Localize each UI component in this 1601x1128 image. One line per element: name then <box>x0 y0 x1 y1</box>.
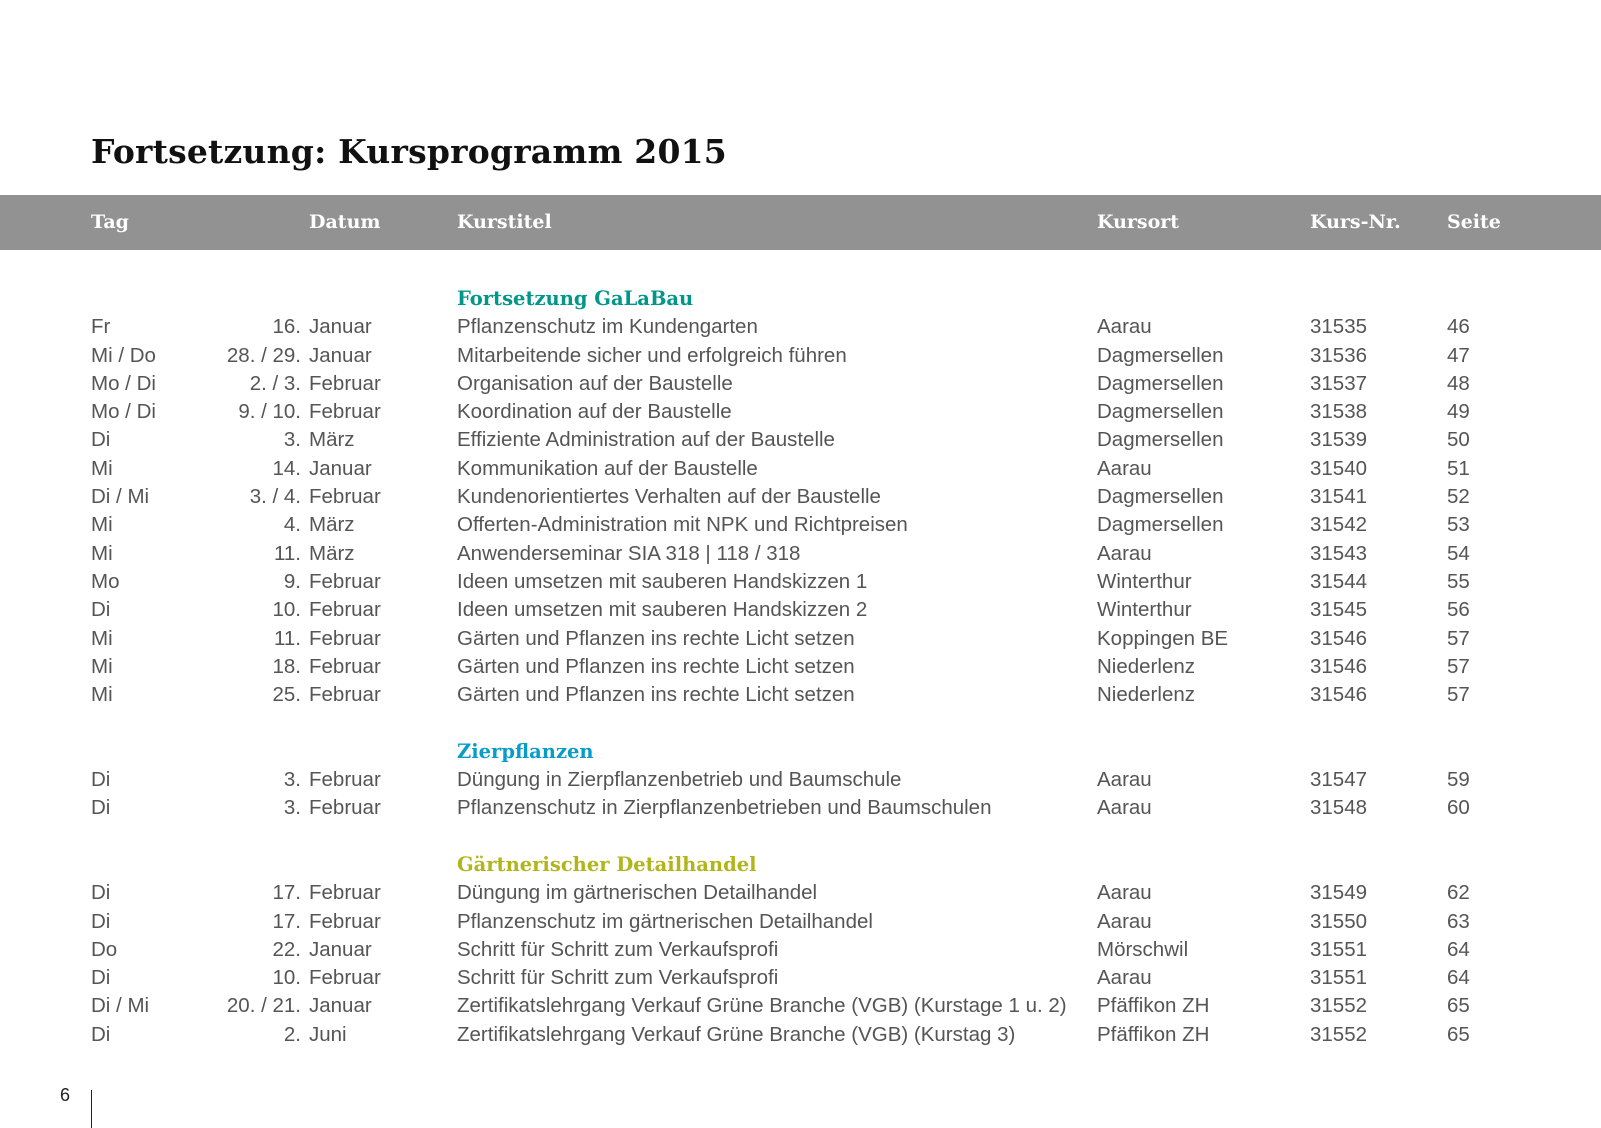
cell-tag: Di <box>91 796 111 820</box>
cell-date-month: Januar <box>309 343 372 367</box>
table-row <box>0 766 1601 794</box>
cell-kursnr: 31541 <box>1310 485 1368 509</box>
cell-kursort: Pfäffikon ZH <box>1097 994 1210 1018</box>
cell-kursnr: 31540 <box>1310 456 1368 480</box>
cell-kursort: Dagmersellen <box>1097 513 1224 537</box>
cell-seite: 65 <box>1447 994 1470 1018</box>
cell-tag: Di <box>91 881 111 905</box>
cell-kurstitel: Schritt für Schritt zum Verkaufsprofi <box>457 937 779 961</box>
cell-kursort: Aarau <box>1097 315 1152 339</box>
cell-date-day: 3. / 4. <box>249 485 301 509</box>
table-row <box>0 625 1601 653</box>
cell-date-day: 25. <box>272 683 301 707</box>
cell-kurstitel: Zertifikatslehrgang Verkauf Grüne Branche (VGB) (Kurstag 3) <box>457 1022 1016 1046</box>
cell-seite: 63 <box>1447 909 1470 933</box>
cell-date-month: Februar <box>309 881 381 905</box>
cell-kursnr: 31547 <box>1310 768 1368 792</box>
column-header-kurstitel: Kurstitel <box>457 211 552 233</box>
cell-tag: Di <box>91 1022 111 1046</box>
cell-date-day: 17. <box>272 909 301 933</box>
cell-kursnr: 31550 <box>1310 909 1368 933</box>
cell-kursnr: 31535 <box>1310 315 1368 339</box>
cell-seite: 47 <box>1447 343 1470 367</box>
cell-kurstitel: Gärten und Pflanzen ins rechte Licht setzen <box>457 626 855 650</box>
cell-kurstitel: Anwenderseminar SIA 318 | 118 / 318 <box>457 541 801 565</box>
cell-date-day: 18. <box>272 654 301 678</box>
table-row <box>0 342 1601 370</box>
cell-kursort: Dagmersellen <box>1097 428 1224 452</box>
table-row <box>0 568 1601 596</box>
cell-seite: 51 <box>1447 456 1470 480</box>
cell-kursort: Aarau <box>1097 541 1152 565</box>
cell-date-day: 11. <box>274 626 301 650</box>
cell-kursnr: 31548 <box>1310 796 1368 820</box>
cell-seite: 55 <box>1447 569 1470 593</box>
cell-date-month: Januar <box>309 456 372 480</box>
section-heading: Gärtnerischer Detailhandel <box>457 852 757 876</box>
cell-tag: Di <box>91 598 111 622</box>
cell-date-month: März <box>309 513 355 537</box>
cell-kursnr: 31546 <box>1310 654 1368 678</box>
cell-date-day: 9. <box>283 569 301 593</box>
cell-kurstitel: Kommunikation auf der Baustelle <box>457 456 758 480</box>
cell-date-day: 28. / 29. <box>226 343 301 367</box>
section-heading: Zierpflanzen <box>457 739 594 763</box>
cell-kurstitel: Koordination auf der Baustelle <box>457 400 732 424</box>
cell-date-day: 4. <box>283 513 301 537</box>
cell-kursnr: 31537 <box>1310 371 1368 395</box>
cell-kursort: Aarau <box>1097 796 1152 820</box>
cell-tag: Mo / Di <box>91 400 156 424</box>
column-header-kursnr: Kurs-Nr. <box>1310 211 1401 233</box>
table-row <box>0 483 1601 511</box>
cell-seite: 50 <box>1447 428 1470 452</box>
cell-kurstitel: Düngung im gärtnerischen Detailhandel <box>457 881 818 905</box>
cell-date-day: 22. <box>272 937 301 961</box>
cell-tag: Di <box>91 768 111 792</box>
cell-kurstitel: Ideen umsetzen mit sauberen Handskizzen 1 <box>457 569 868 593</box>
cell-tag: Mo / Di <box>91 371 156 395</box>
cell-tag: Fr <box>91 315 111 339</box>
cell-kurstitel: Pflanzenschutz in Zierpflanzenbetrieben und Baumschulen <box>457 796 992 820</box>
course-table <box>0 285 1601 1049</box>
table-row <box>0 908 1601 936</box>
cell-kursnr: 31544 <box>1310 569 1368 593</box>
cell-kurstitel: Pflanzenschutz im Kundengarten <box>457 315 758 339</box>
cell-kursort: Aarau <box>1097 768 1152 792</box>
cell-date-day: 9. / 10. <box>238 400 301 424</box>
cell-date-month: Februar <box>309 909 381 933</box>
cell-tag: Di <box>91 428 111 452</box>
cell-kursort: Niederlenz <box>1097 654 1195 678</box>
page-title: Fortsetzung: Kursprogramm 2015 <box>91 132 727 171</box>
cell-kurstitel: Pflanzenschutz im gärtnerischen Detailhandel <box>457 909 873 933</box>
cell-kursort: Dagmersellen <box>1097 485 1224 509</box>
cell-date-month: März <box>309 428 355 452</box>
cell-date-month: Januar <box>309 937 372 961</box>
cell-kursnr: 31546 <box>1310 626 1368 650</box>
cell-kurstitel: Kundenorientiertes Verhalten auf der Baustelle <box>457 485 881 509</box>
cell-kursort: Aarau <box>1097 966 1152 990</box>
cell-tag: Mo <box>91 569 120 593</box>
cell-seite: 48 <box>1447 371 1470 395</box>
table-row <box>0 964 1601 992</box>
table-row <box>0 455 1601 483</box>
cell-kursnr: 31543 <box>1310 541 1368 565</box>
table-row <box>0 681 1601 709</box>
cell-tag: Mi <box>91 683 113 707</box>
section-heading-row <box>0 738 1601 766</box>
table-row <box>0 992 1601 1020</box>
cell-kursnr: 31551 <box>1310 966 1368 990</box>
cell-tag: Do <box>91 937 118 961</box>
cell-seite: 57 <box>1447 683 1470 707</box>
column-header-kursort: Kursort <box>1097 211 1180 233</box>
cell-kurstitel: Düngung in Zierpflanzenbetrieb und Baumschule <box>457 768 902 792</box>
cell-date-day: 11. <box>274 541 301 565</box>
cell-date-day: 17. <box>272 881 301 905</box>
cell-kursort: Niederlenz <box>1097 683 1195 707</box>
cell-date-day: 3. <box>283 768 301 792</box>
cell-kurstitel: Mitarbeitende sicher und erfolgreich führen <box>457 343 847 367</box>
cell-kursort: Aarau <box>1097 456 1152 480</box>
table-row <box>0 794 1601 822</box>
cell-date-month: Februar <box>309 966 381 990</box>
cell-date-day: 10. <box>272 598 301 622</box>
cell-seite: 57 <box>1447 626 1470 650</box>
cell-kurstitel: Effiziente Administration auf der Baustelle <box>457 428 835 452</box>
table-row <box>0 370 1601 398</box>
cell-tag: Mi / Do <box>91 343 156 367</box>
cell-seite: 57 <box>1447 654 1470 678</box>
cell-tag: Mi <box>91 541 113 565</box>
cell-date-month: Februar <box>309 400 381 424</box>
cell-seite: 64 <box>1447 966 1470 990</box>
section-spacer <box>0 709 1601 737</box>
cell-seite: 52 <box>1447 485 1470 509</box>
cell-tag: Di <box>91 966 111 990</box>
cell-kurstitel: Gärten und Pflanzen ins rechte Licht setzen <box>457 683 855 707</box>
cell-kursort: Dagmersellen <box>1097 400 1224 424</box>
column-header-datum: Datum <box>309 211 381 233</box>
table-header <box>0 195 1601 250</box>
cell-kursort: Dagmersellen <box>1097 343 1224 367</box>
table-row <box>0 879 1601 907</box>
cell-kursnr: 31552 <box>1310 994 1368 1018</box>
cell-date-day: 3. <box>283 428 301 452</box>
cell-date-month: Januar <box>309 994 372 1018</box>
cell-kursort: Winterthur <box>1097 598 1192 622</box>
table-row <box>0 426 1601 454</box>
cell-date-day: 3. <box>283 796 301 820</box>
cell-kursnr: 31542 <box>1310 513 1368 537</box>
cell-seite: 53 <box>1447 513 1470 537</box>
cell-seite: 62 <box>1447 881 1470 905</box>
cell-kursort: Mörschwil <box>1097 937 1189 961</box>
cell-date-month: Februar <box>309 768 381 792</box>
table-row <box>0 936 1601 964</box>
cell-seite: 56 <box>1447 598 1470 622</box>
cell-seite: 65 <box>1447 1022 1470 1046</box>
column-header-tag: Tag <box>91 211 129 233</box>
cell-seite: 49 <box>1447 400 1470 424</box>
cell-seite: 54 <box>1447 541 1470 565</box>
cell-kurstitel: Ideen umsetzen mit sauberen Handskizzen 2 <box>457 598 868 622</box>
table-row <box>0 313 1601 341</box>
table-row <box>0 540 1601 568</box>
page-number-divider <box>91 1090 92 1128</box>
cell-tag: Di <box>91 909 111 933</box>
cell-date-month: Februar <box>309 626 381 650</box>
cell-kurstitel: Schritt für Schritt zum Verkaufsprofi <box>457 966 779 990</box>
cell-kurstitel: Zertifikatslehrgang Verkauf Grüne Branche (VGB) (Kurstage 1 u. 2) <box>457 994 1067 1018</box>
section-heading-row <box>0 851 1601 879</box>
cell-kursnr: 31536 <box>1310 343 1368 367</box>
table-row <box>0 1021 1601 1049</box>
cell-kurstitel: Gärten und Pflanzen ins rechte Licht setzen <box>457 654 855 678</box>
cell-date-month: Februar <box>309 598 381 622</box>
section-heading-row <box>0 285 1601 313</box>
cell-tag: Mi <box>91 626 113 650</box>
cell-seite: 60 <box>1447 796 1470 820</box>
cell-date-day: 2. / 3. <box>249 371 301 395</box>
cell-tag: Mi <box>91 654 113 678</box>
cell-kursnr: 31551 <box>1310 937 1368 961</box>
cell-kursnr: 31552 <box>1310 1022 1368 1046</box>
cell-date-month: Februar <box>309 371 381 395</box>
cell-date-month: Juni <box>309 1022 347 1046</box>
table-row <box>0 596 1601 624</box>
cell-date-month: Februar <box>309 683 381 707</box>
cell-kursnr: 31539 <box>1310 428 1368 452</box>
cell-kursnr: 31549 <box>1310 881 1368 905</box>
cell-tag: Mi <box>91 456 113 480</box>
cell-kursort: Aarau <box>1097 881 1152 905</box>
cell-kursort: Dagmersellen <box>1097 371 1224 395</box>
table-row <box>0 398 1601 426</box>
cell-date-month: März <box>309 541 355 565</box>
cell-kurstitel: Organisation auf der Baustelle <box>457 371 733 395</box>
section-heading: Fortsetzung GaLaBau <box>457 287 694 310</box>
table-row <box>0 653 1601 681</box>
cell-date-month: Februar <box>309 796 381 820</box>
cell-date-month: Februar <box>309 485 381 509</box>
cell-seite: 46 <box>1447 315 1470 339</box>
cell-kurstitel: Offerten-Administration mit NPK und Richtpreisen <box>457 513 908 537</box>
cell-tag: Di / Mi <box>91 485 150 509</box>
cell-seite: 59 <box>1447 768 1470 792</box>
cell-date-day: 2. <box>283 1022 301 1046</box>
cell-kursort: Pfäffikon ZH <box>1097 1022 1210 1046</box>
cell-tag: Di / Mi <box>91 994 150 1018</box>
cell-date-day: 20. / 21. <box>226 994 301 1018</box>
cell-kursnr: 31546 <box>1310 683 1368 707</box>
table-row <box>0 511 1601 539</box>
cell-seite: 64 <box>1447 937 1470 961</box>
cell-kursort: Aarau <box>1097 909 1152 933</box>
cell-kursort: Koppingen BE <box>1097 626 1229 650</box>
cell-kursnr: 31545 <box>1310 598 1368 622</box>
cell-date-month: Februar <box>309 654 381 678</box>
cell-date-month: Februar <box>309 569 381 593</box>
cell-date-day: 10. <box>272 966 301 990</box>
cell-kursnr: 31538 <box>1310 400 1368 424</box>
page-number: 6 <box>60 1085 71 1105</box>
section-spacer <box>0 823 1601 851</box>
cell-date-month: Januar <box>309 315 372 339</box>
cell-date-day: 16. <box>272 315 301 339</box>
cell-tag: Mi <box>91 513 113 537</box>
column-header-seite: Seite <box>1447 211 1501 233</box>
cell-date-day: 14. <box>272 456 301 480</box>
cell-kursort: Winterthur <box>1097 569 1192 593</box>
